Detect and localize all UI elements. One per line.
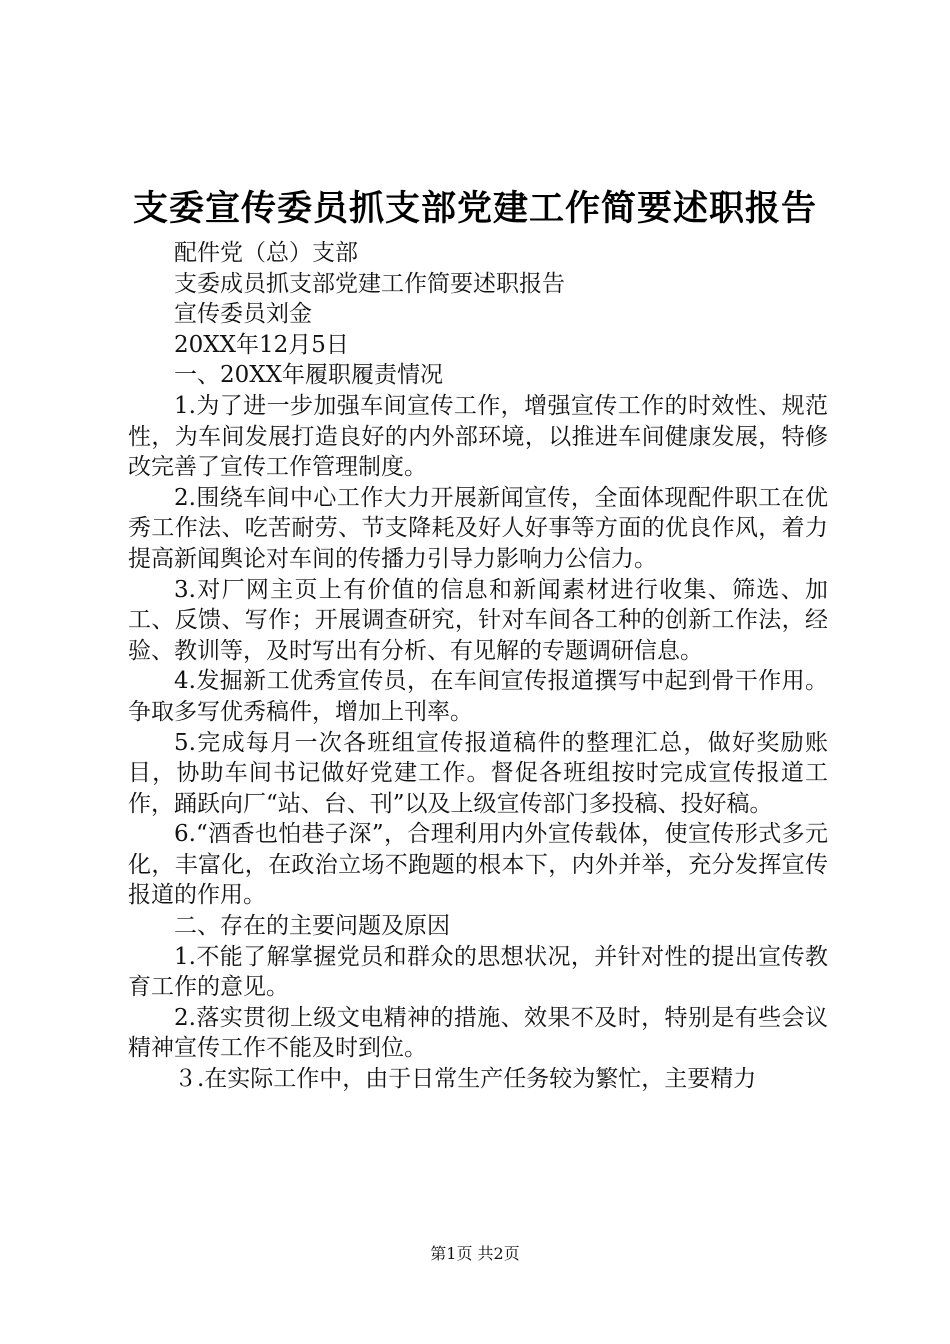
paragraph: 2.落实贯彻上级文电精神的措施、效果不及时，特别是有些会议精神宣传工作不能及时到位。 (128, 1004, 828, 1062)
section-heading-2: 二、存在的主要问题及原因 (174, 913, 450, 940)
page-footer: 第1页 共2页 (430, 1244, 520, 1263)
paragraph: 5.完成每月一次各班组宣传报道稿件的整理汇总，做好奖励账目，协助车间书记做好党建工作。督促各班组按时完成宣传报道工作，踊跃向厂“站、台、刊”以及上级宣传部门多投稿、投好稿。 (128, 729, 828, 817)
document-title: 支委宣传委员抓支部党建工作简要述职报告 (132, 188, 817, 229)
paragraph-date: 20XX年12月5日 (174, 331, 349, 358)
paragraph: 2.围绕车间中心工作大力开展新闻宣传，全面体现配件职工在优秀工作法、吃苦耐劳、节支降耗及好人好事等方面的优良作风，着力提高新闻舆论对车间的传播力引导力影响力公信力。 (128, 484, 828, 572)
document-body (128, 238, 828, 1095)
paragraph: 1.为了进一步加强车间宣传工作，增强宣传工作的时效性、规范性，为车间发展打造良好的内外部环境，以推进车间健康发展，特修改完善了宣传工作管理制度。 (128, 392, 828, 481)
paragraph: 4.发掘新工优秀宣传员，在车间宣传报道撰写中起到骨干作用。争取多写优秀稿件，增加上刊率。 (128, 668, 828, 725)
paragraph: 3.对厂网主页上有价值的信息和新闻素材进行收集、筛选、加工、反馈、写作；开展调查研究，针对车间各工种的创新工作法，经验、教训等，及时写出有分析、有见解的专题调研信息。 (128, 576, 828, 664)
section-heading-1: 一、20XX年履职履责情况 (174, 362, 444, 389)
paragraph: ３.在实际工作中，由于日常生产任务较为繁忙，主要精力 (174, 1066, 757, 1093)
paragraph: 1.不能了解掌握党员和群众的思想状况，并针对性的提出宣传教育工作的意见。 (128, 943, 828, 1001)
paragraph: 6.“酒香也怕巷子深”，合理利用内外宣传载体，使宣传形式多元化，丰富化，在政治立场不跑题的根本下，内外并举，充分发挥宣传报道的作用。 (128, 821, 828, 909)
paragraph-report-subtitle: 支委成员抓支部党建工作简要述职报告 (174, 270, 565, 297)
paragraph-party-branch: 配件党（总）支部 (174, 240, 358, 266)
paragraph-author: 宣传委员刘金 (174, 301, 312, 328)
